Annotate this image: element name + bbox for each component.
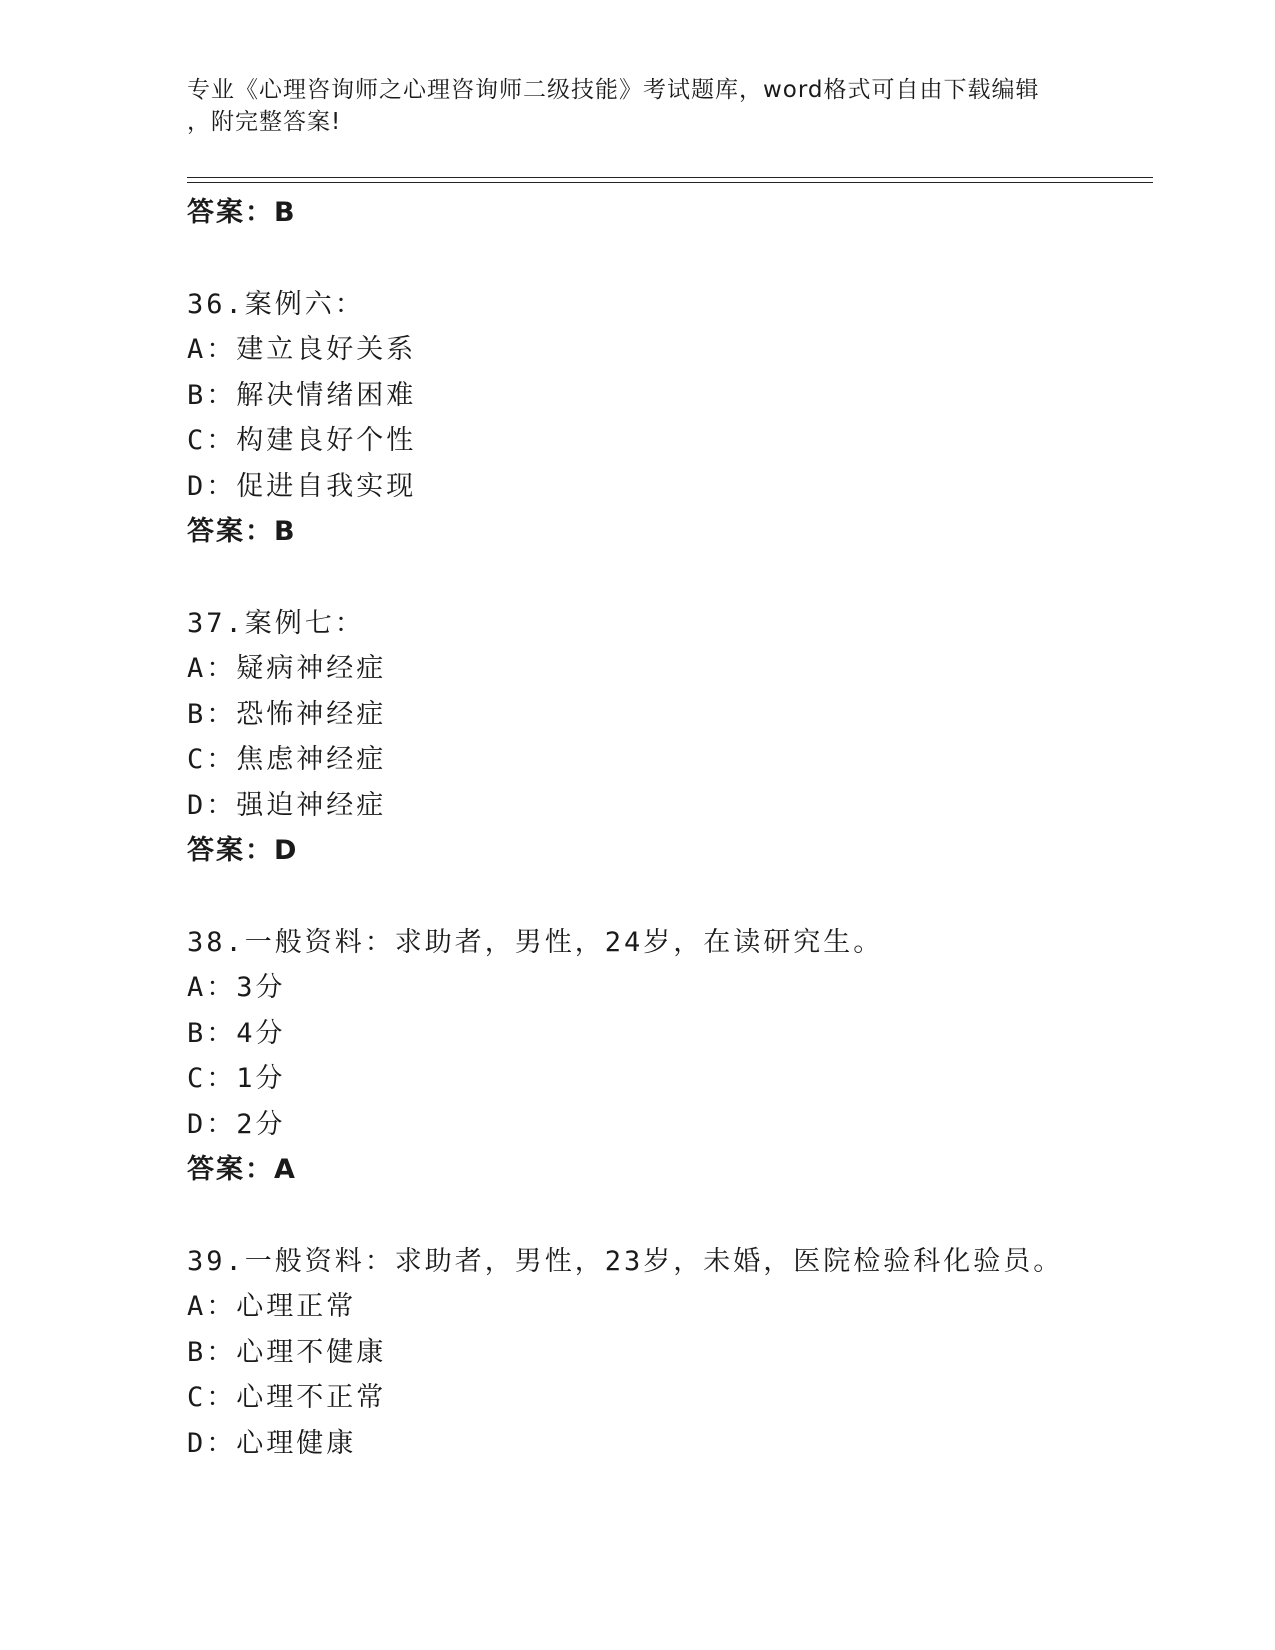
question-stem: 36.案例六： — [187, 288, 365, 320]
header-divider-top — [187, 177, 1153, 178]
option-d: D：2分 — [187, 1108, 286, 1140]
option-a: A：疑病神经症 — [187, 653, 387, 684]
option-d: D：强迫神经症 — [187, 789, 387, 821]
option-a: A：心理正常 — [187, 1291, 357, 1322]
header-line-2: ，附完整答案! — [187, 109, 342, 135]
document-header — [187, 74, 1087, 138]
option-c: C：焦虑神经症 — [187, 744, 387, 775]
question-36 — [187, 282, 1147, 555]
option-c: C：构建良好个性 — [187, 425, 417, 456]
option-b: B：心理不健康 — [187, 1336, 387, 1368]
question-stem: 38.一般资料：求助者，男性，24岁，在读研究生。 — [187, 926, 884, 958]
option-c: C：心理不正常 — [187, 1382, 387, 1413]
question-39 — [187, 1239, 1147, 1467]
option-a: A：建立良好关系 — [187, 334, 417, 365]
question-37 — [187, 601, 1147, 874]
question-stem: 39.一般资料：求助者，男性，23岁，未婚，医院检验科化验员。 — [187, 1245, 1064, 1277]
question-answer: 答案：A — [187, 1154, 297, 1185]
option-d: D：促进自我实现 — [187, 470, 417, 502]
question-answer: 答案：D — [187, 835, 299, 866]
question-answer: 答案：B — [187, 516, 297, 547]
question-stem: 37.案例七： — [187, 607, 365, 639]
option-b: B：解决情绪困难 — [187, 379, 417, 411]
option-c: C：1分 — [187, 1063, 286, 1094]
option-b: B：4分 — [187, 1017, 286, 1049]
header-divider-bottom — [187, 182, 1153, 183]
previous-answer: 答案：B — [187, 197, 297, 228]
question-38 — [187, 920, 1147, 1193]
option-d: D：心理健康 — [187, 1427, 357, 1459]
option-b: B：恐怖神经症 — [187, 698, 387, 730]
option-a: A：3分 — [187, 972, 286, 1003]
question-list — [187, 190, 1147, 1466]
header-line-1: 专业《心理咨询师之心理咨询师二级技能》考试题库，word格式可自由下载编辑 — [187, 77, 1040, 103]
